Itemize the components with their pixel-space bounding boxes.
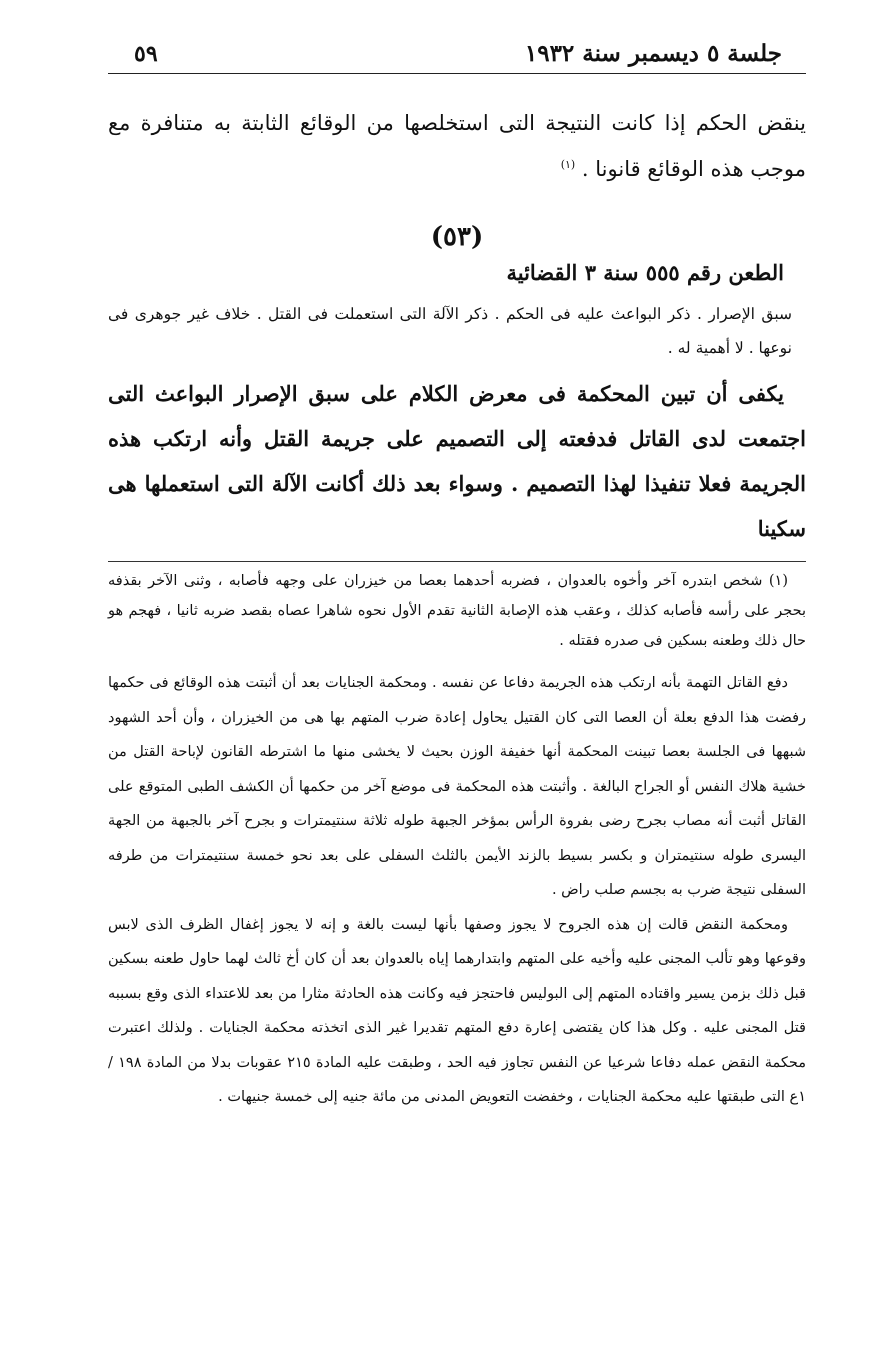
body-paragraph-2: ومحكمة النقض قالت إن هذه الجروح لا يجوز وصفها بأنها ليست بالغة و إنه لا يجوز إغفال الظرف الذى لابس وقوعها وهو تألب المجنى عليه وأخيه على المتهم وابتدارهما إياه بالعدوان بعد أن كان أخ ثالث لهما حاول طعنه بسكين قبل ذلك بزمن يسير واقتاده المتهم إلى البوليس فاحتجز فيه وكانت هذه الحادثة مثارا من بعد للاعتداء الذى وقع بسببه قتل المجنى عليه . وكل هذا كان يقتضى إعارة دفع المتهم تقديرا غير الذى اتخذته محكمة الجنايات . ولذلك اعتبرت محكمة النقض عمله دفاعا شرعيا عن النفس تجاوز فيه الحد ، وطبقت عليه المادة ٢١٥ عقوبات بدلا من المادة ١٩٨ / ١ع التى طبقتها عليه محكمة الجنايات ، وخفضت التعويض المدنى من مائة جنيه إلى خمسة جنيهات .: [108, 916, 806, 1105]
headnote: سبق الإصرار . ذكر البواعث عليه فى الحكم . ذكر الآلة التى استعملت فى القتل . خلاف غير جوهرى فى نوعها . لا أهمية له .: [108, 305, 792, 357]
footnote-reference: (١): [560, 158, 576, 171]
appeal-reference: الطعن رقم ٥٥٥ سنة ٣ القضائية: [506, 260, 784, 285]
page-number: ٥٩: [134, 41, 158, 67]
running-head: [108, 40, 806, 74]
footnote-divider: [108, 561, 806, 562]
legal-principle: يكفى أن تبين المحكمة فى معرض الكلام على سبق الإصرار البواعث التى اجتمعت لدى القاتل فدفعته إلى التصميم على جريمة القتل وأنه ارتكب هذه الجريمة فعلا تنفيذا لهذا التصميم . وسواء بعد ذلك أكانت الآلة التى استعملها هى سكينا: [108, 381, 806, 541]
body-paragraph-1: دفع القاتل التهمة بأنه ارتكب هذه الجريمة دفاعا عن نفسه . ومحكمة الجنايات بعد أن أثبتت هذه الوقائع فى حكمها رفضت هذا الدفع بعلة أن العصا التى كان القتيل يحاول إعادة ضرب المتهم بها هى من الخيزران ، وأن أحد الشهود شبهها فى الجلسة بعصا تبينت المحكمة أنها خفيفة الوزن بحيث لا يخشى منها ما اشترطه القانون لإباحة القتل من خشية هلاك النفس أو الجراح البالغة . وأثبتت هذه المحكمة فى موضع آخر من حكمها أن الكشف الطبى المتوقع على القاتل أثبت أنه مصاب بجرح رضى بفروة الرأس بمؤخر الجبهة طوله ثلاثة سنتيمترات و بجرح آخر بالجبهة من الجهة اليسرى طوله سنتيمتران و بكسر بسيط بالزند الأيمن بالثلث السفلى على بعد نحو خمسة سنتيمترات من طرفه السفلى نتيجة ضرب به بجسم صلب راض .: [108, 675, 806, 898]
footnote: (١) شخص ابتدره آخر وأخوه بالعدوان ، فضربه أحدهما بعصا من خيزران على وجهه فأصابه ، وثنى الآخر بقذفه بحجر على رأسه فأصابه كذلك ، وعقب هذه الإصابة الثانية تقدم الأول نحوه شاهرا عصاه بقصد ضربه ثانيا ، فهجم هو حال ذلك وطعنه بسكين فى صدره فقتله .: [108, 573, 806, 649]
previous-case-text: ينقض الحكم إذا كانت النتيجة التى استخلصها من الوقائع الثابتة به متنافرة مع موجب هذه الوقائع قانونا .: [108, 111, 806, 181]
case-number: (٥٣): [430, 222, 484, 252]
session-date: جلسة ٥ ديسمبر سنة ١٩٣٢: [524, 40, 782, 67]
previous-case-tail: [108, 100, 806, 192]
